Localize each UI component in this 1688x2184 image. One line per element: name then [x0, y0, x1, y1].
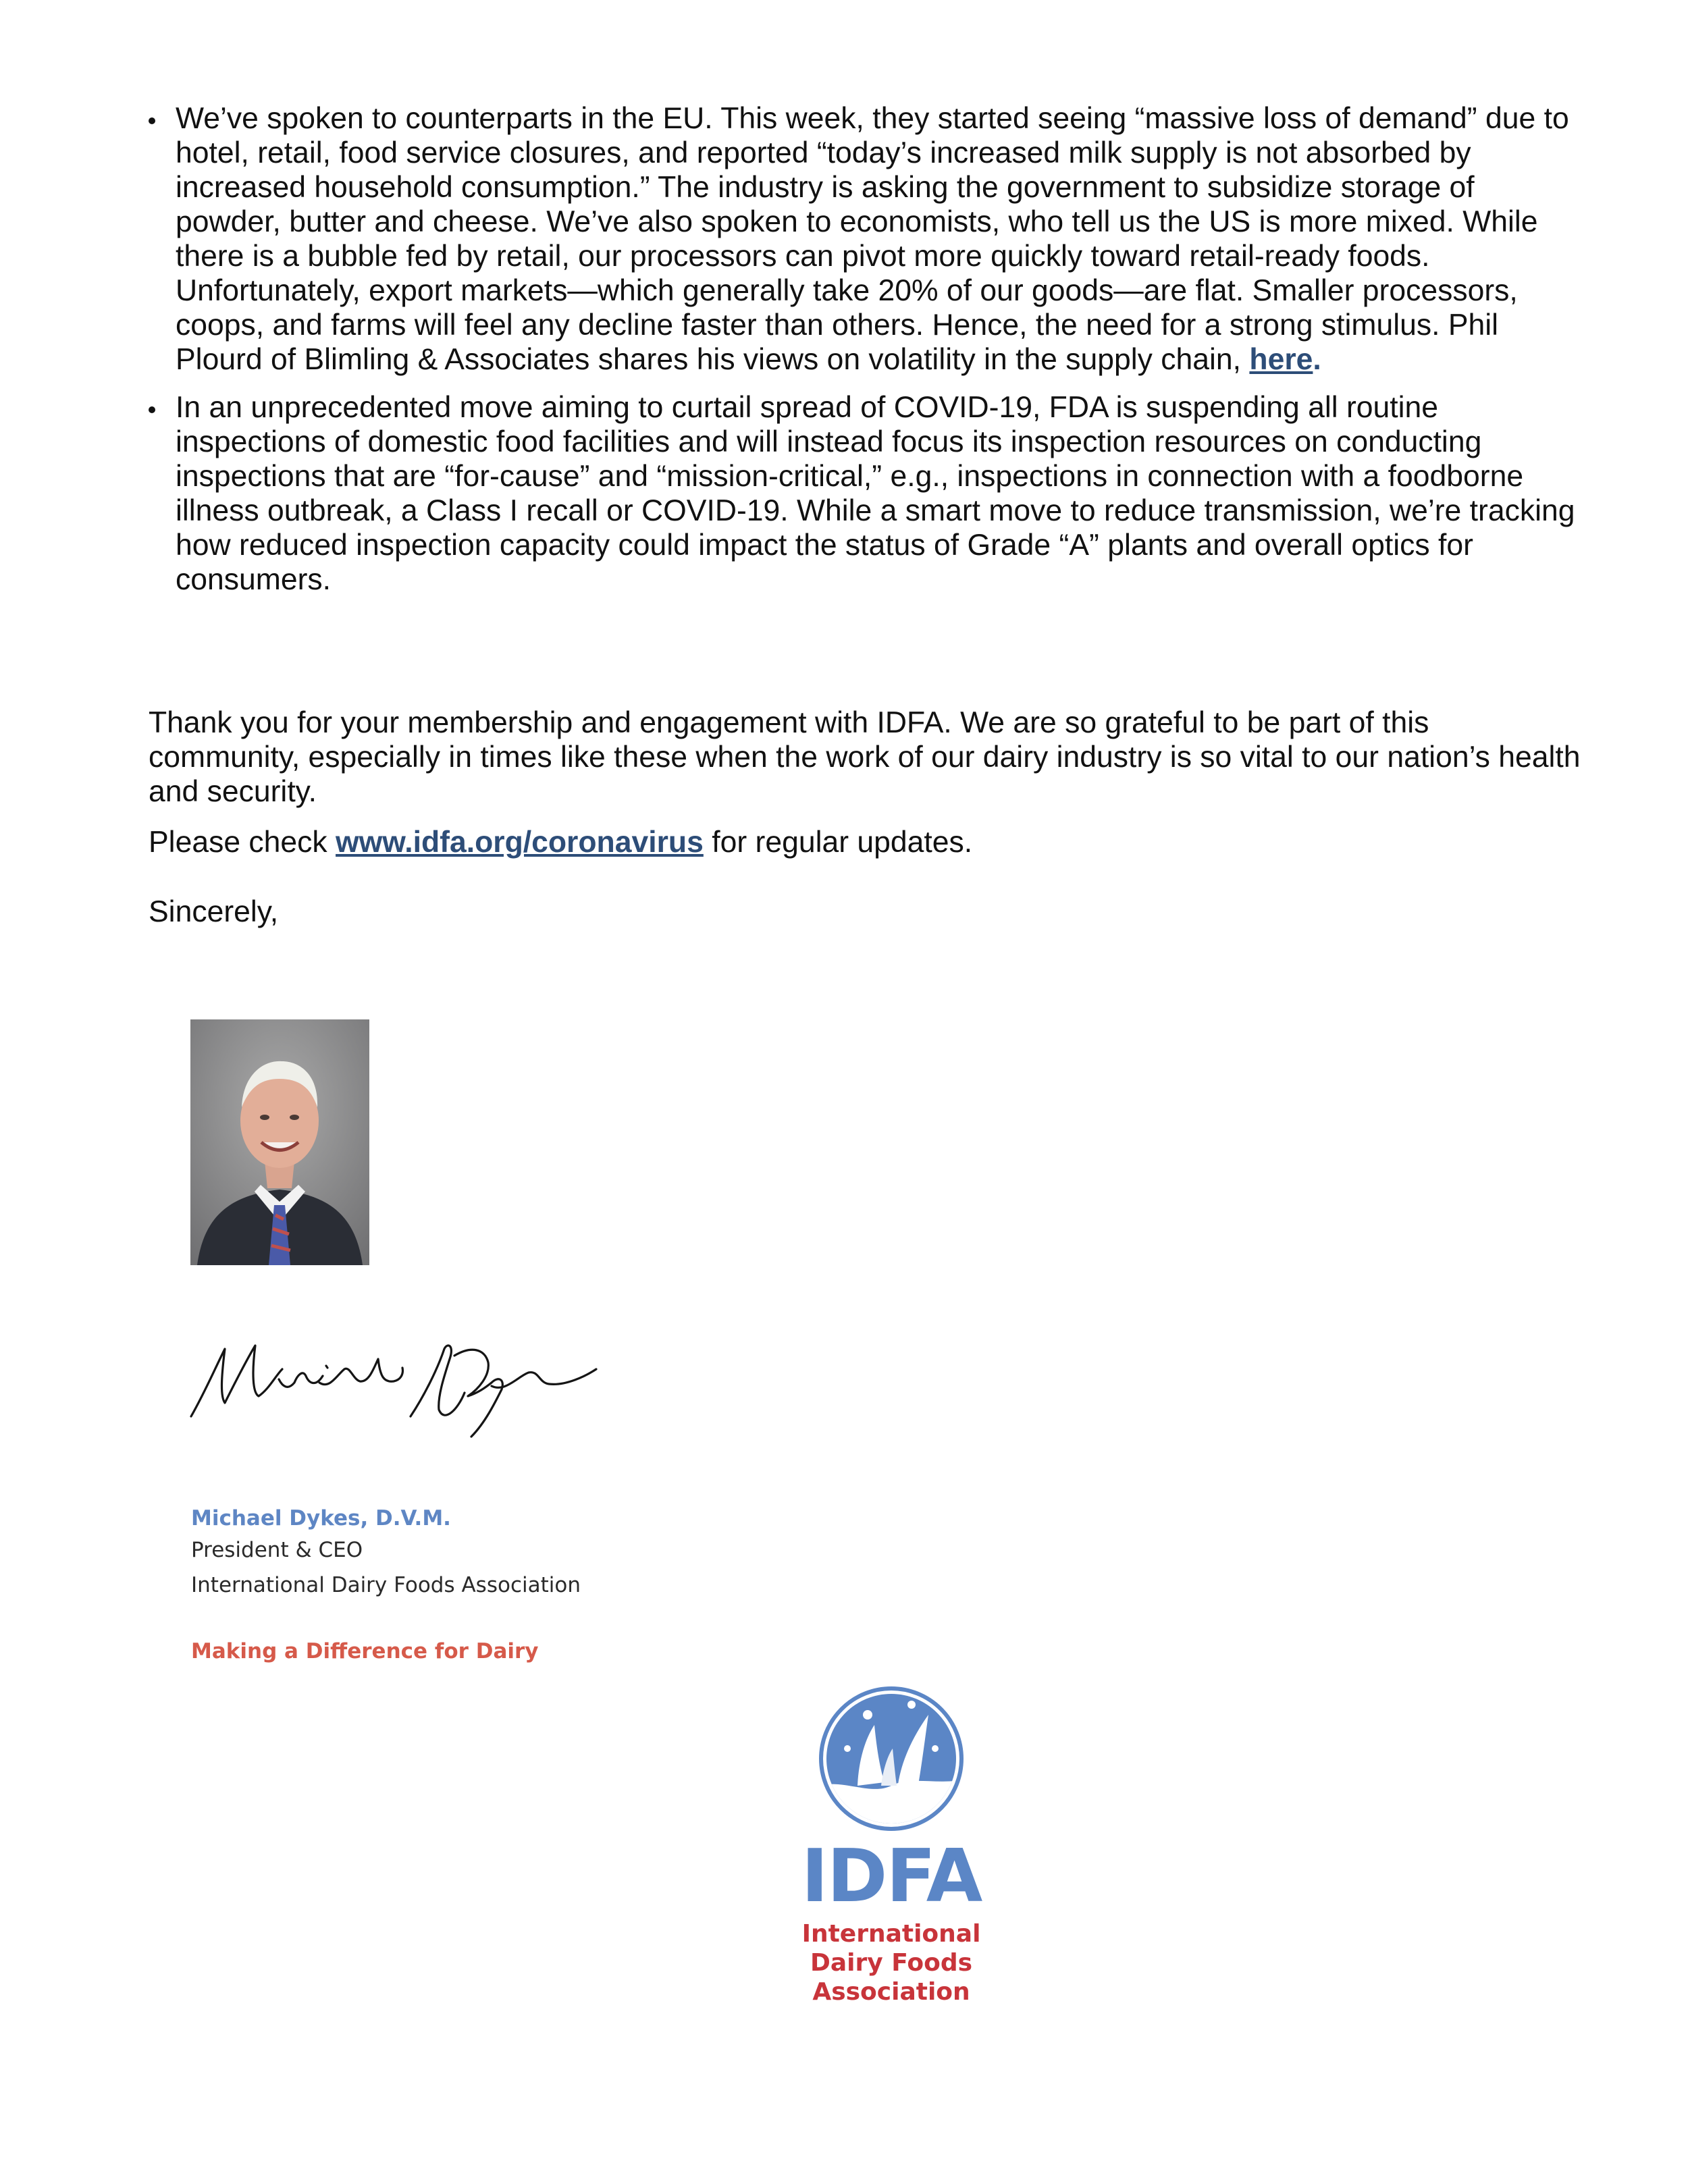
updates-paragraph: [149, 825, 1587, 859]
here-link[interactable]: here: [1249, 343, 1313, 376]
bullet-fda-inspections: [145, 390, 1587, 597]
bullet-eu-demand: [145, 101, 1587, 377]
handwritten-signature: [188, 1329, 600, 1443]
bullet-eu-text: We’ve spoken to counterparts in the EU. This week, they started seeing “massive loss of demand” due to hotel, retail, food service closures, and reported “today’s increased milk supply is not absorbed by increased household consumption.” The industry is asking the government to subsidize storage of powder, butter and cheese. We’ve also spoken to economists, who tell us the US is more mixed. While there is a bubble fed by retail, our processors can pivot more quickly toward retail-ready foods. Unfortunately, export markets—which generally take 20% of our goods—are flat. Smaller processors, coops, and farms will feel any decline faster than others. Hence, the need for a strong stimulus. Phil Plourd of Blimling & Associates shares his views on volatility in the supply chain,: [176, 102, 1569, 376]
closing-salutation: Sincerely,: [149, 895, 279, 928]
signer-organization: International Dairy Foods Association: [191, 1573, 581, 1597]
idfa-wordmark: IDFA: [801, 1834, 982, 1919]
idfa-full-line: Dairy Foods: [810, 1949, 973, 1977]
thanks-paragraph: Thank you for your membership and engagement with IDFA. We are so grateful to be part of this community, especially in times like these when the work of our dairy industry is so vital to our nation’s health and security.: [149, 706, 1581, 808]
idfa-full-name: [797, 1919, 986, 2006]
headshot-photo: [190, 1019, 369, 1265]
updates-after: for regular updates.: [703, 826, 973, 859]
signer-title: President & CEO: [191, 1538, 363, 1562]
coronavirus-link[interactable]: www.idfa.org/coronavirus: [336, 826, 704, 859]
bullet-list: [145, 101, 1587, 610]
idfa-full-line: Association: [812, 1978, 970, 2006]
idfa-logo: [797, 1684, 986, 2006]
signer-name: Michael Dykes, D.V.M.: [191, 1506, 451, 1530]
milk-splash-icon: [817, 1684, 966, 1833]
bullet-fda-text: In an unprecedented move aiming to curtail spread of COVID-19, FDA is suspending all routine inspections of domestic food facilities and will instead focus its inspection resources on conducting inspections that are “for-cause” and “mission-critical,” e.g., inspections in connection with a foodborne illness outbreak, a Class I recall or COVID-19. While a smart move to reduce transmission, we’re tracking how reduced inspection capacity could impact the status of Grade “A” plants and overall optics for consumers.: [176, 391, 1575, 596]
bullet-eu-period: .: [1313, 343, 1321, 376]
idfa-full-line: International: [801, 1920, 981, 1948]
signature-block: [191, 1504, 731, 1603]
updates-before: Please check: [149, 826, 336, 859]
tagline: Making a Difference for Dairy: [191, 1639, 539, 1663]
